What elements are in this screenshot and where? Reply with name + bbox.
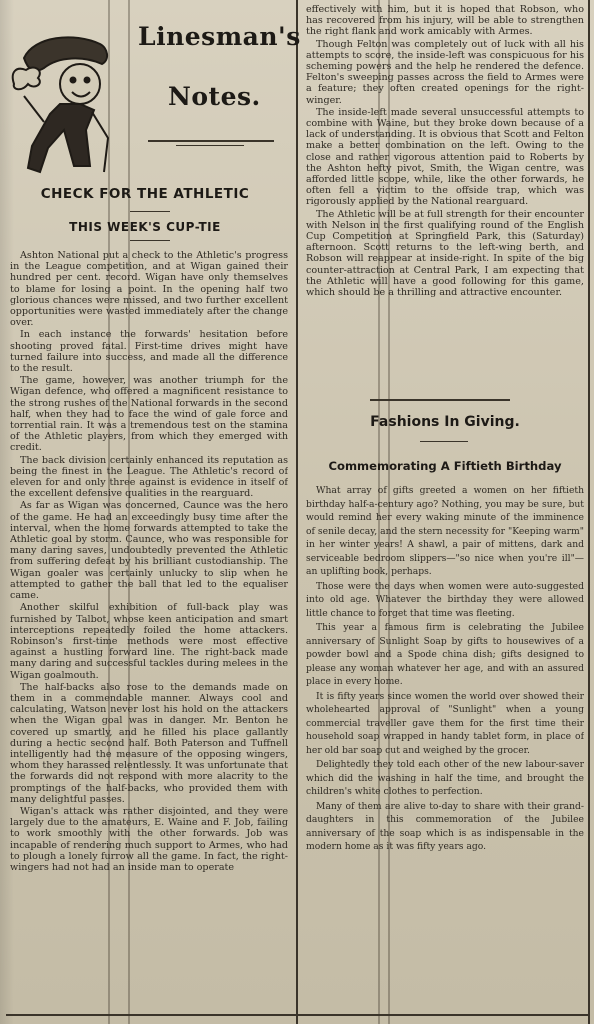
section-divider (370, 399, 510, 401)
title-rule (148, 140, 274, 142)
article-paragraph: effectively with him, but it is hoped that Robson, who has recovered from his injury, will be able to strengthen the right flank and work amicably with Armes. (306, 4, 584, 38)
article-paragraph: In each instance the forwards' hesitation before shooting proved fatal. First-time drives might have turned failure into success, and made all the difference to the result. (10, 329, 288, 375)
article-paragraph: Wigan's attack was rather disjointed, and they were largely due to the amateurs, E. Waine and F. Job, failing to work smoothly with the other forwards. Job was incapable of rendering much support to Armes, who had to plough a lonely furrow all the game. In fact, the right-wingers had not had an inside man to operate (10, 805, 288, 873)
column-title-line1: Linesman's (138, 22, 301, 51)
article-paragraph: The back division certainly enhanced its reputation as being the finest in the League. The Athletic's record of eleven for and only three against is evidence in itself of the excellent defensive qualities in the rearguard. (10, 454, 288, 500)
article-paragraph: It is fifty years since women the world over showed their wholehearted approval of "Sunlight" when a young commercial traveller gave them for the first time their household soap wrapped in handy tablet form, in place of her old bar soap cut and weighed by the grocer. (306, 690, 584, 756)
article-paragraph: The game, however, was another triumph for the Wigan defence, who offered a magnificent resistance to the strong rushes of the National forwards in the second half, when they had to face the wind of gale force and torrential rain. It was a tremendous test on the stamina of the Athletic players, from which they emerged with credit. (10, 375, 288, 454)
article-paragraph: The Athletic will be at full strength for their encounter with Nelson in the first qualifying round of the English Cup Competition at Springfield Park, this (Saturday) afternoon. Scott returns to the left-wing berth, and Robson will reappear at inside-right. In spite of the big counter-attraction at Central Park, I am expecting that the Athletic will have a good following for this game, which should be a thrilling and attractive encounter. (306, 208, 584, 299)
article-paragraph: Ashton National put a check to the Athletic's progress in the League competition, and at Wigan gained their hundred per cent. record. Wigan have only themselves to blame for losing a point. In the opening half two glorious chances were missed, and two further excellent opportunities were wasted immediately after the change over. (10, 250, 288, 329)
fashions-subtitle: Commemorating A Fiftieth Birthday (328, 459, 562, 473)
article-paragraph: Delightedly they told each other of the new labour-saver which did the washing in half the time, and brought the children's white clothes to perfection. (306, 759, 584, 797)
article-paragraph: The inside-left made several unsuccessful attempts to combine with Waine, but they broke down because of a lack of understanding. It is obvious that Scott and Felton make a better combination on the left. Owing to the close and rather vigorous attention paid to Roberts by the Ashton hefty pivot, Smith, the Wigan centre, was afforded little scope, while, like the other forwards, he often fell a victim to the offside trap, which was rigorously applied by the National rearguard. (306, 106, 584, 208)
title-rule (176, 145, 244, 146)
article-paragraph: What array of gifts greeted a women on her fiftieth birthday half-a-century ago? Nothing, you may be sure, but would remind her every waking minute of the imminence of senile decay, and the stern necessity for "Keeping warm" in her winter years! A shawl, a pair of mittens, dark and serviceable bedroom slippers—"so nice when you're ill"—an uplifting book, perhaps. (306, 485, 584, 577)
article-paragraph: The half-backs also rose to the demands made on them in a commendable manner. Always cool and calculating, Watson never lost his hold on the attackers when the Wigan goal was in danger. Mr. Benton he covered up smartly, and he filled his place gallantly during a hectic second half. Both Paterson and Tuffnell intelligently had the measure of the opposing wingers, whom they harassed relentlessly. It was unfortunate that the forwards did not respond with more alacrity to the promptings of the half-backs, who provided them with many delightful passes. (10, 681, 288, 805)
article-paragraph: This year a famous firm is celebrating the Jubilee anniversary of Sunlight Soap by gifts to housewives of a powder bowl and a Spode china dish; gifts designed to please any woman whatever her age, and with an assured place in every home. (306, 622, 584, 687)
headline-rule (130, 211, 170, 212)
article-linesman-continued (306, 4, 584, 396)
subheadline: THIS WEEK'S CUP-TIE (69, 220, 221, 234)
page-edge-rule (588, 0, 590, 1024)
subheadline-rule (130, 240, 170, 241)
title-rule (420, 441, 468, 442)
article-paragraph: As far as Wigan was concerned, Caunce was the hero of the game. He had an exceedingly busy time after the interval, when the home forwards attempted to take the Athletic goal by storm. Caunce, who was responsible for many daring saves, undoubtedly prevented the Athletic from suffering defeat by his brilliant custodianship. The Wigan goaler was certainly unlucky to slip when he attempted to gather the ball that led to the equaliser came. (10, 500, 288, 602)
linesman-cartoon (4, 26, 122, 176)
bottom-rule (6, 1014, 588, 1016)
article-paragraph: Though Felton was completely out of luck with all his attempts to score, the inside-left was conspicuous for his scheming powers and the help he rendered the defence. Felton's sweeping passes across the field to Armes were a feature; they often created openings for the right-winger. (306, 38, 584, 106)
article-paragraph: Another skilful exhibition of full-back play was furnished by Talbot, whose keen anticipation and smart interceptions repeatedly foiled the home attackers. Robinson's first-time methods were most effective against a hustling forward line. The right-back made many daring and successful tackles during melees in the Wigan goalmouth. (10, 602, 288, 681)
column-divider (296, 0, 298, 1024)
article-paragraph: Those were the days when women were auto-suggested into old age. Whatever the birthday they were allowed little chance to forget that time was fleeting. (306, 580, 584, 619)
article-fashions-body (306, 484, 584, 1006)
fashions-title: Fashions In Giving. (370, 414, 520, 430)
article-paragraph: Many of them are alive to-day to share with their grand-daughters in this commemoration of the Jubilee anniversary of the soap which is as indispensable in the modern home as it was fifty years ago. (306, 800, 584, 852)
article-linesman-body (10, 250, 288, 1010)
column-title-line2: Notes. (168, 82, 261, 111)
headline: CHECK FOR THE ATHLETIC (40, 186, 250, 202)
